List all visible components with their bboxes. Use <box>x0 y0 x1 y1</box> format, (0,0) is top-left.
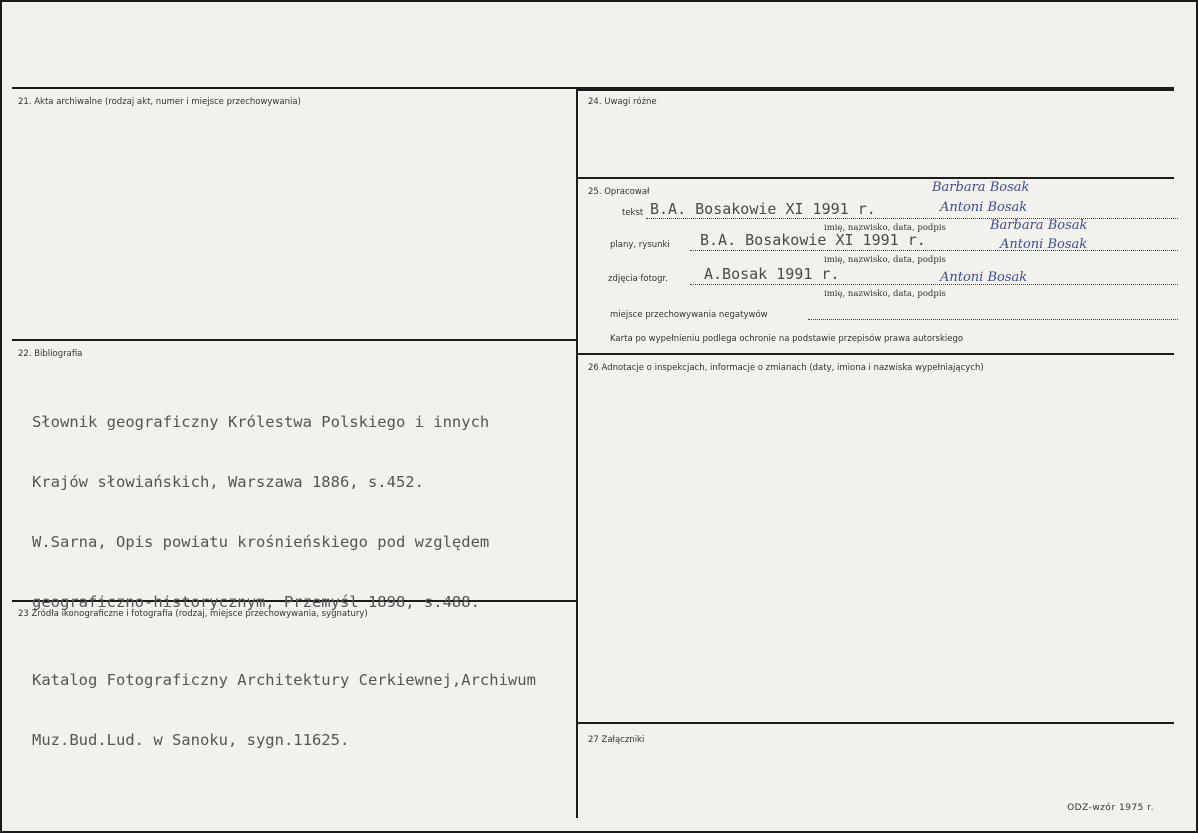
bibliography-line: Krajów słowiańskich, Warszawa 1886, s.452. <box>32 473 424 491</box>
row-text-value: B.A. Bosakowie XI 1991 r. <box>650 200 876 218</box>
signature-3: Barbara Bosak <box>990 218 1088 233</box>
row-photos-value: A.Bosak 1991 r. <box>704 265 840 283</box>
signature-5: Antoni Bosak <box>940 270 1028 285</box>
iconography-line: Muz.Bud.Lud. w Sanoku, sygn.11625. <box>32 731 350 749</box>
signature-2: Antoni Bosak <box>940 200 1028 215</box>
section-21-label: 21. Akta archiwalne (rodzaj akt, numer i miejsce przechowywania) <box>18 97 301 107</box>
form-code: ODZ-wzór 1975 r. <box>1067 803 1154 813</box>
signature-4: Antoni Bosak <box>1000 237 1088 252</box>
signature-1: Barbara Bosak <box>932 180 1030 195</box>
rule-left-22 <box>12 339 576 341</box>
row-photos-label: zdjęcia fotogr. <box>608 274 668 284</box>
row-text-line <box>646 218 1178 219</box>
row-plans-label: plany, rysunki <box>610 240 670 250</box>
section-22-label: 22. Bibliografia <box>18 349 83 359</box>
iconography-line: Katalog Fotograficzny Architektury Cerkiewnej,Archiwum <box>32 671 536 689</box>
row-text-caption: imię, nazwisko, data, podpis <box>824 223 946 233</box>
section-27-label: 27 Załączniki <box>588 735 645 745</box>
rule-right-top <box>578 89 1174 91</box>
rule-right-27 <box>578 722 1174 724</box>
section-26-label: 26 Adnotacje o inspekcjach, informacje o zmianach (daty, imiona i nazwiska wypełniających) <box>588 363 984 373</box>
section-25-label: 25. Opracował <box>588 187 650 197</box>
row-photos-line <box>690 284 1178 285</box>
rule-right-25 <box>578 177 1174 179</box>
row-plans-value: B.A. Bosakowie XI 1991 r. <box>700 231 926 249</box>
bibliography-line: W.Sarna, Opis powiatu krośnieńskiego pod względem <box>32 533 490 551</box>
bibliography-line: geograficzno-historycznym, Przemyśl 1898, s.488. <box>32 593 480 611</box>
row-photos-caption: imię, nazwisko, data, podpis <box>824 289 946 299</box>
negatives-line <box>808 319 1178 320</box>
row-plans-line <box>690 250 1178 251</box>
section-23-label: 23 Źródła ikonograficzne i fotografia (rodzaj, miejsce przechowywania, sygnatury) <box>18 609 368 619</box>
row-text-label: tekst <box>622 208 644 218</box>
iconography-text <box>32 630 536 790</box>
section-24-label: 24. Uwagi różne <box>588 97 657 107</box>
bibliography-line: Słownik geograficzny Królestwa Polskiego i innych <box>32 413 490 431</box>
row-plans-caption: imię, nazwisko, data, podpis <box>824 255 946 265</box>
rule-right-26 <box>578 353 1174 355</box>
center-divider <box>576 88 578 818</box>
copyright-note: Karta po wypełnieniu podlega ochronie na podstawie przepisów prawa autorskiego <box>610 334 964 344</box>
negatives-label: miejsce przechowywania negatywów <box>610 310 768 320</box>
